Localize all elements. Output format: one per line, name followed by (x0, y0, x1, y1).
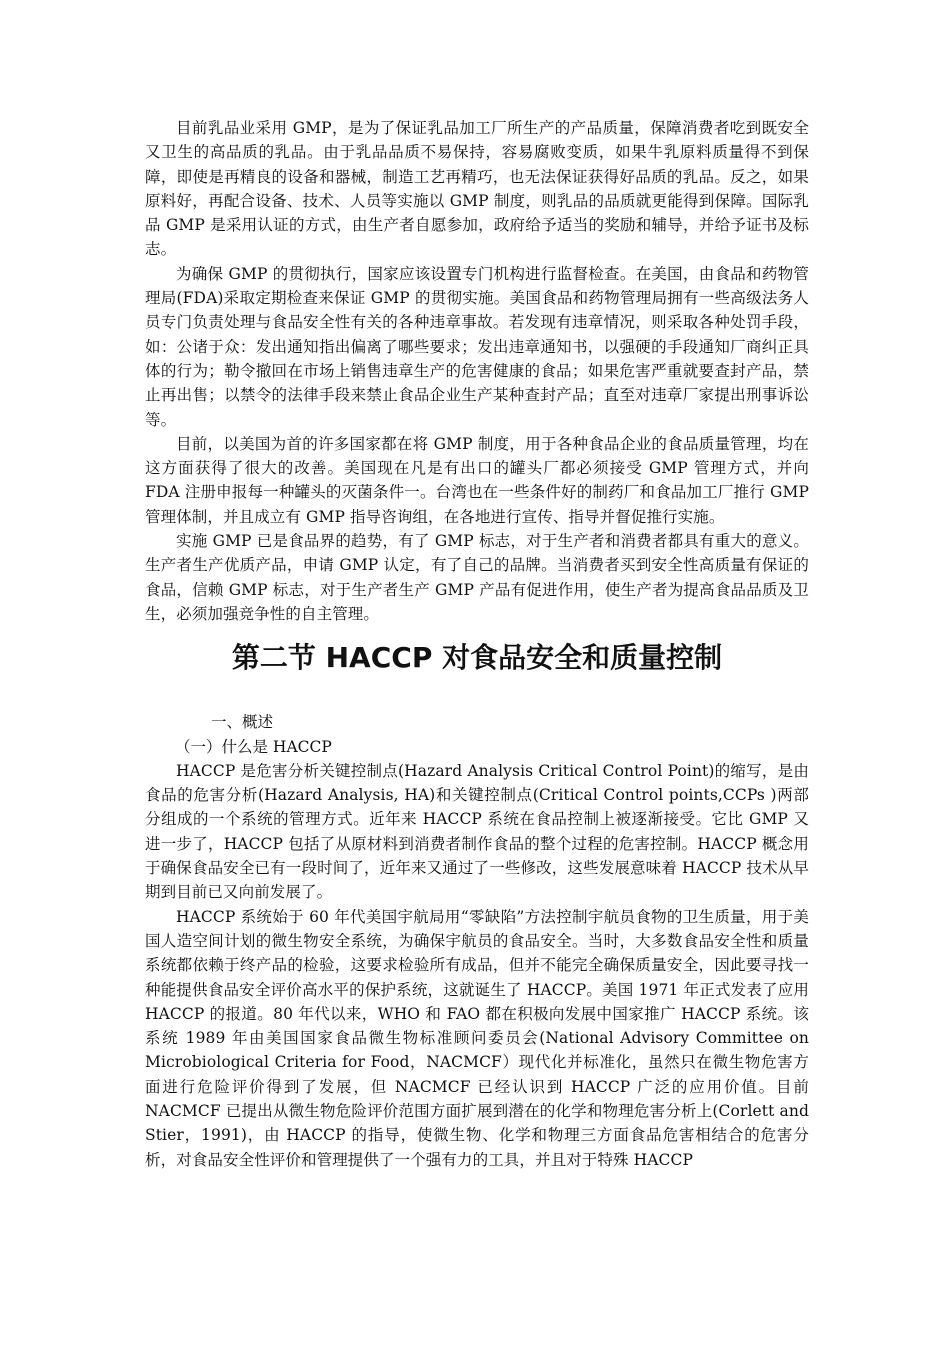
document-page (145, 116, 809, 1172)
paragraph-gmp-adoption: 目前，以美国为首的许多国家都在将 GMP 制度，用于各种食品企业的食品质量管理，均在这方面获得了很大的改善。美国现在凡是有出口的罐头厂都必须接受 GMP 管理方式，并向 FDA 注册申报每一种罐头的灭菌条件一。台湾也在一些条件好的制药厂和食品加工厂推行 GMP 管理体制，并且成立有 GMP 指导咨询组，在各地进行宣传、指导并督促推行实施。 (145, 434, 809, 526)
paragraph-gmp-dairy: 目前乳品业采用 GMP，是为了保证乳品加工厂所生产的产品质量，保障消费者吃到既安全又卫生的高品质的乳品。由于乳品品质不易保持，容易腐败变质，如果牛乳原料质量得不到保障，即使是再精良的设备和器械，制造工艺再精巧，也无法保证获得好品质的乳品。反之，如果原料好，再配合设备、技术、人员等实施以 GMP 制度，则乳品的品质就更能得到保障。国际乳品 GMP 是采用认证的方式，由生产者自愿参加，政府给予适当的奖励和辅导，并给予证书及标志。 (145, 119, 809, 259)
paragraph-gmp-trend: 实施 GMP 已是食品界的趋势，有了 GMP 标志，对于生产者和消费者都具有重大的意义。生产者生产优质产品，申请 GMP 认定，有了自己的品牌。当消费者买到安全性高质量有保证的食品，信赖 GMP 标志，对于生产者生产 GMP 产品有促进作用，使生产者为提高食品品质及卫生，必须加强竞争性的自主管理。 (145, 532, 809, 623)
heading-what-is-haccp: （一）什么是 HACCP (175, 737, 332, 756)
heading-overview: 一、概述 (211, 713, 274, 732)
paragraph-haccp-history: HACCP 系统始于 60 年代美国宇航局用“零缺陷”方法控制宇航员食物的卫生质量，用于美国人造空间计划的微生物安全系统，为确保宇航员的食品安全。当时，大多数食品安全性和质量系统都依赖于终产品的检验，这要求检验所有成品，但并不能完全确保质量安全，因此要寻找一种能提供食品安全评价高水平的保护系统，这就诞生了 HACCP。美国 1971 年正式发表了应用 HACCP 的报道。80 年代以来，WHO 和 FAO 都在积极向发展中国家推广 HACCP 系统。该系统 1989 年由美国国家食品微生物标准顾问委员会(National Advisory Committee on Microbiological Criteria for Food，NACMCF）现代化并标准化，虽然只在微生物危害方面进行危险评价得到了发展，但 NACMCF 已经认识到 HACCP 广泛的应用价值。目前 NACMCF 已提出从微生物危险评价范围方面扩展到潜在的化学和物理危害分析上(Corlett and Stier，1991)，由 HACCP 的指导，使微生物、化学和物理三方面食品危害相结合的危害分析，对食品安全性评价和管理提供了一个强有力的工具，并且对于特殊 HACCP (145, 907, 809, 1169)
paragraph-gmp-enforcement: 为确保 GMP 的贯彻执行，国家应该设置专门机构进行监督检查。在美国，由食品和药物管理局(FDA)采取定期检查来保证 GMP 的贯彻实施。美国食品和药物管理局拥有一些高级法务人员专门负责处理与食品安全性有关的各种违章事故。若发现有违章情况，则采取各种处罚手段，如：公诸于众：发出通知指出偏离了哪些要求；发出违章通知书，以强硬的手段通知厂商纠正具体的行为；勒令撤回在市场上销售违章生产的危害健康的食品；如果危害严重就要查封产品，禁止再出售；以禁令的法律手段来禁止食品企业生产某种查封产品；直至对违章厂家提出刑事诉讼等。 (145, 264, 809, 429)
paragraph-haccp-definition: HACCP 是危害分析关键控制点(Hazard Analysis Critical Control Point)的缩写，是由食品的危害分析(Hazard Analysis, HA)和关键控制点(Critical Control points,CCPs )两部分组成的一个系统的管理方式。近年来 HACCP 系统在食品控制上被逐渐接受。它比 GMP 又进一步了，HACCP 包括了从原材料到消费者制作食品的整个过程的危害控制。HACCP 概念用于确保食品安全已有一段时间了，近年来又通过了一些修改，这些发展意味着 HACCP 技术从早期到目前已又向前发展了。 (145, 761, 809, 902)
section-title: 第二节 HACCP 对食品安全和质量控制 (231, 641, 723, 675)
